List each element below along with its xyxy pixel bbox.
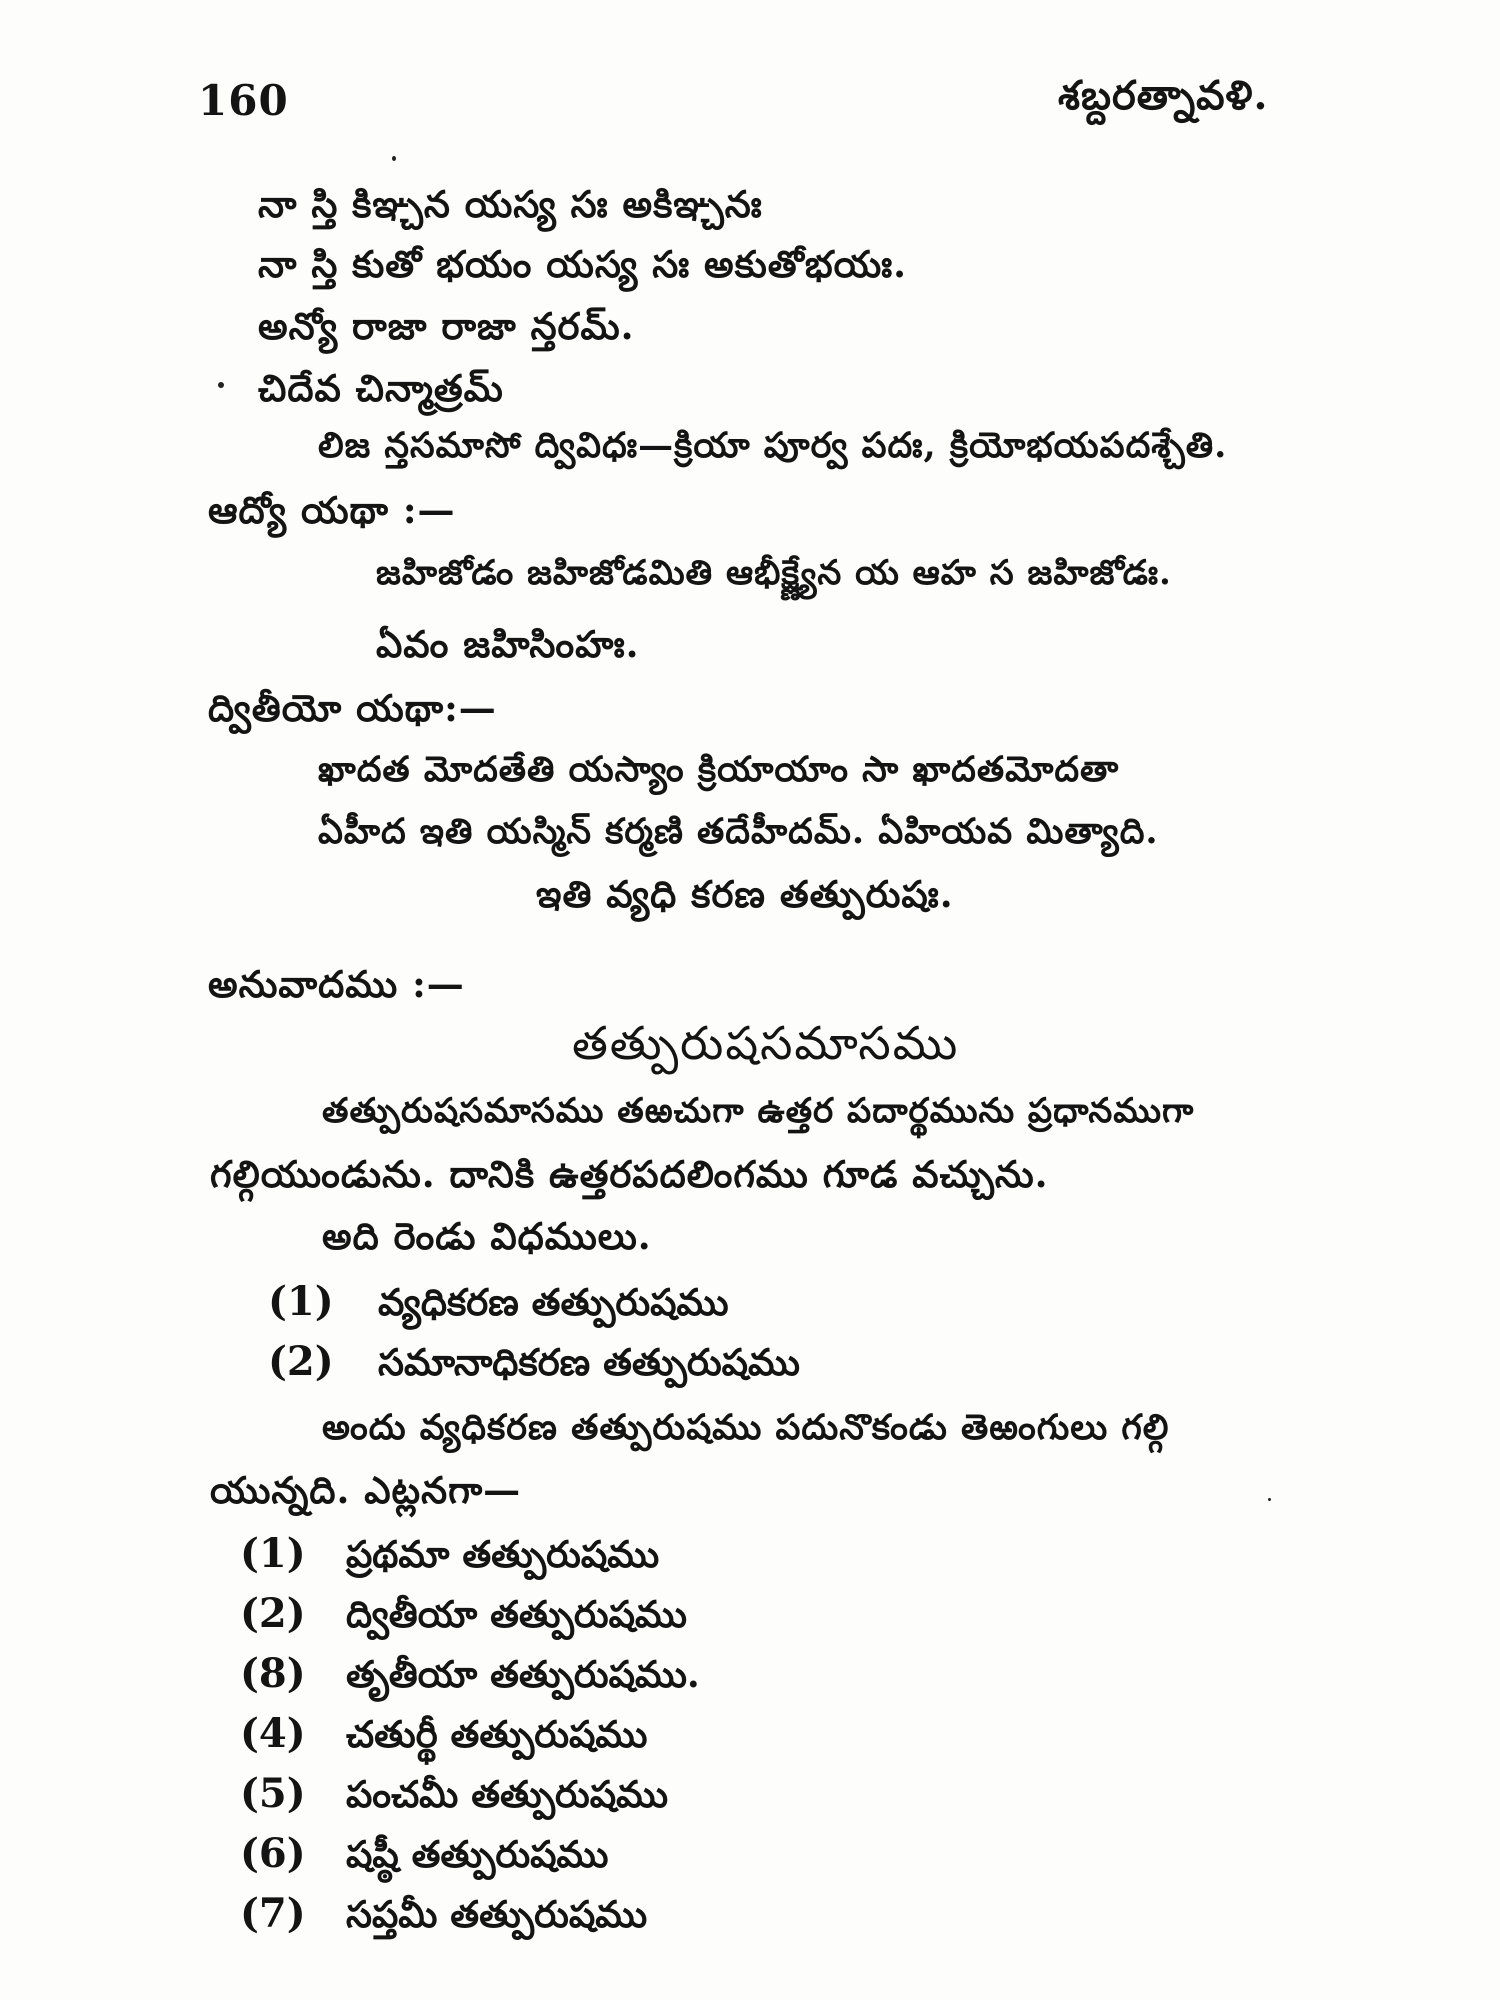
kind-label-5: పంచమీ తత్పురుషము: [346, 1772, 669, 1816]
sanskrit-line-1: నా స్తి కిఞ్చన యస్య సః అకిఞ్చనః: [258, 182, 763, 226]
page-number: 160: [198, 76, 289, 125]
kind-label-1: ప్రథమా తత్పురుషము: [346, 1532, 660, 1576]
kind-number-7: (7): [240, 1890, 306, 1937]
sanskrit-line-11: ఏహీద ఇతి యస్మిన్ కర్మణి తదేహీదమ్. ఏహియవ మిత్యాది.: [318, 811, 1159, 852]
scan-speck: [218, 382, 224, 388]
paragraph-1-line-2: గల్గియుండును. దానికి ఉత్తరపదలింగము గూడ వచ్చును.: [210, 1152, 1049, 1196]
type-number-1: (1): [268, 1278, 334, 1325]
type-number-2: (2): [268, 1338, 334, 1385]
kind-number-6: (6): [240, 1830, 306, 1877]
scan-speck: [1268, 1498, 1271, 1501]
paragraph-3-line-2: యున్నది. ఎట్లనగా—: [210, 1468, 522, 1512]
sanskrit-line-9: ద్వితీయో యథా:—: [208, 686, 497, 730]
scan-speck: [392, 156, 396, 161]
sanskrit-line-8: ఏవం జహిసింహః.: [376, 622, 640, 666]
sanskrit-line-5: లిజ న్తసమాసో ద్వివిధః—క్రియా పూర్వ పదః, క్రియోభయపదశ్చేతి.: [318, 425, 1228, 466]
paragraph-1-line-1: తత్పురుషసమాసము తఱచుగా ఉత్తర పదార్థమును ప్రధానముగా: [322, 1091, 1195, 1131]
translation-heading: అనువాదము :—: [208, 962, 465, 1006]
sanskrit-line-10: ఖాదత మోదతేతి యస్యాం క్రియాయాం సా ఖాదతమోదతా: [318, 749, 1120, 790]
sanskrit-line-2: నా స్తి కుతో భయం యస్య సః అకుతోభయః.: [258, 242, 908, 286]
kind-label-2: ద్వితీయా తత్పురుషము: [346, 1592, 687, 1636]
kind-number-4: (4): [240, 1710, 306, 1757]
kind-label-7: సప్తమీ తత్పురుషము: [346, 1892, 648, 1936]
kind-number-1: (1): [240, 1530, 306, 1577]
kind-number-3: (8): [240, 1650, 306, 1697]
sanskrit-line-6: ఆద్యో యథా :—: [208, 488, 456, 532]
kind-number-2: (2): [240, 1590, 306, 1637]
kind-label-4: చతుర్థీ తత్పురుషము: [346, 1712, 648, 1756]
paragraph-2: అది రెండు విధములు.: [322, 1214, 652, 1258]
type-label-1: వ్యధికరణ తత్పురుషము: [378, 1280, 729, 1324]
section-title: తత్పురుషసమాసము: [572, 1016, 960, 1070]
paragraph-3-line-1: అందు వ్యధికరణ తత్పురుషము పదునొకండు తెఱంగులు గల్గి: [322, 1407, 1170, 1448]
sanskrit-colophon: ఇతి వ్యధి కరణ తత్పురుషః.: [536, 872, 954, 916]
kind-label-3: తృతీయా తత్పురుషము.: [346, 1652, 700, 1696]
running-title: శబ్దరత్నావళి.: [1058, 72, 1269, 119]
sanskrit-line-3: అన్యో రాజా రాజా న్తరమ్.: [258, 304, 635, 348]
kind-number-5: (5): [240, 1770, 306, 1817]
type-label-2: సమానాధికరణ తత్పురుషము: [378, 1340, 800, 1384]
sanskrit-line-7: జహిజోడం జహిజోడమితి ఆభీక్ష్ణ్యేన య ఆహ స జహిజోడః.: [376, 553, 1172, 593]
sanskrit-line-4: చిదేవ చిన్మాత్రమ్: [258, 366, 504, 410]
kind-label-6: షష్ఠీ తత్పురుషము: [346, 1832, 609, 1876]
